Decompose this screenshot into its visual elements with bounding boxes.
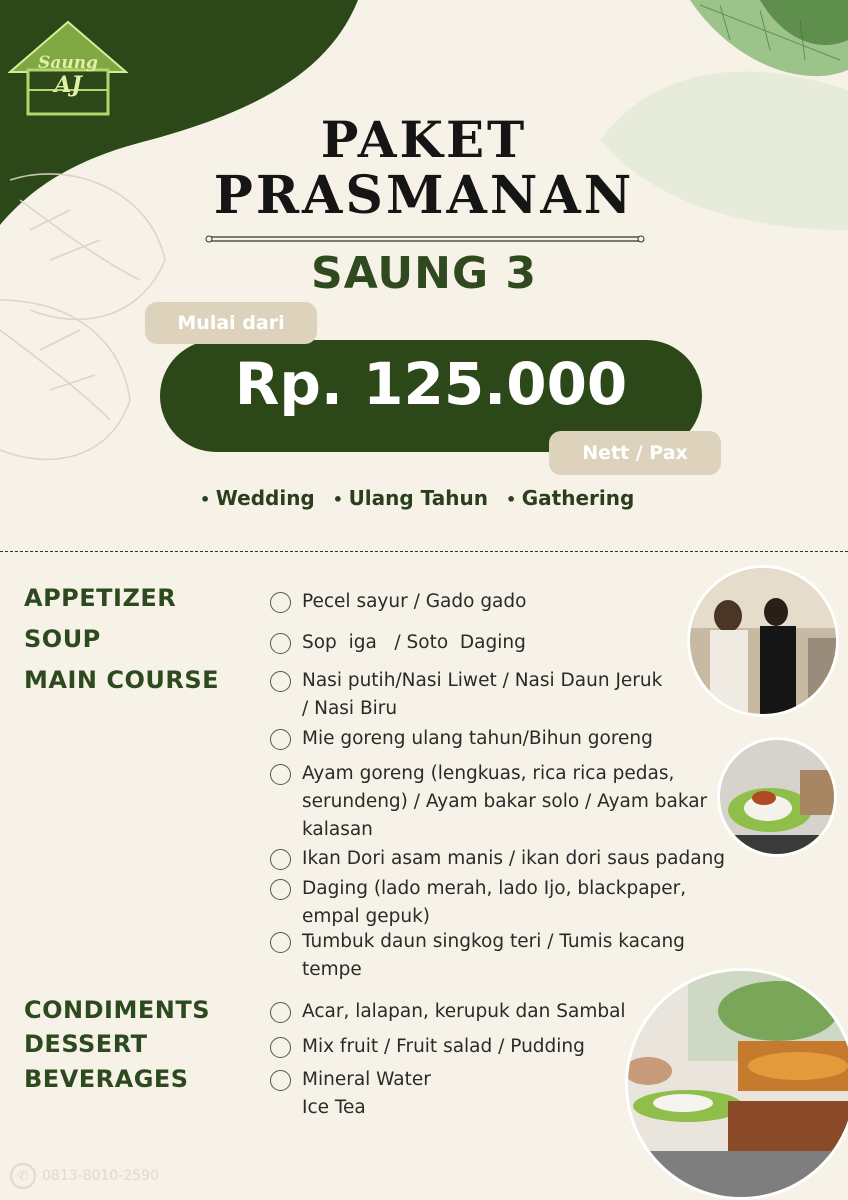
menu-item-beef: Daging (lado merah, lado Ijo, blackpaper, empal gepuk) [270,875,686,931]
checkbox-circle-icon [270,592,291,613]
footer-contact [10,1163,159,1189]
checkbox-circle-icon [270,1037,291,1058]
checkbox-circle-icon [270,1070,291,1091]
event-photo [687,565,839,717]
checkbox-circle-icon [270,671,291,692]
checkbox-circle-icon [270,633,291,654]
price-prefix-badge: Mulai dari [145,302,317,344]
title-line-1: PAKET [320,110,528,169]
menu-item-dessert: Mix fruit / Fruit salad / Pudding [270,1033,585,1061]
menu-item-condiments: Acar, lalapan, kerupuk dan Sambal [270,998,626,1026]
category-soup: SOUP [24,625,101,653]
checkbox-circle-icon [270,1002,291,1023]
checkbox-circle-icon [270,879,291,900]
section-divider [0,551,848,552]
phone-icon: ✆ [10,1163,36,1189]
checkbox-circle-icon [270,729,291,750]
menu-item-soup: Sop iga / Soto Daging [270,629,526,657]
saung-aj-logo [8,20,128,120]
category-condiments: CONDIMENTS [24,996,210,1024]
price-suffix-badge: Nett / Pax [549,431,721,475]
checkbox-circle-icon [270,764,291,785]
menu-item-beverages: Mineral Water Ice Tea [270,1066,431,1122]
package-name: SAUNG 3 [311,248,537,299]
event-types [200,486,634,510]
menu-item-rice: Nasi putih/Nasi Liwet / Nasi Daun Jeruk / Nasi Biru [270,667,662,723]
menu-item-appetizer: Pecel sayur / Gado gado [270,588,526,616]
category-dessert: DESSERT [24,1030,148,1058]
phone-number[interactable]: 0813-8010-2590 [42,1168,159,1184]
logo-line-2: AJ [54,72,82,98]
menu-item-noodles: Mie goreng ulang tahun/Bihun goreng [270,725,653,753]
event-ulang-tahun: • Ulang Tahun [333,486,488,510]
price-amount: Rp. 125.000 [234,350,628,418]
title-divider [205,233,645,245]
checkbox-circle-icon [270,849,291,870]
checkbox-circle-icon [270,932,291,953]
menu-item-chicken: Ayam goreng (lengkuas, rica rica pedas, serundeng) / Ayam bakar solo / Ayam bakar kalasan [270,760,707,844]
food-photo [717,737,837,857]
logo-line-1: Saung [38,53,98,73]
category-main-course: MAIN COURSE [24,666,219,694]
menu-item-fish: Ikan Dori asam manis / ikan dori saus padang [270,845,725,873]
buffet-photo [625,968,848,1200]
category-beverages: BEVERAGES [24,1065,189,1093]
title-line-2: PRASMANAN [213,165,635,226]
menu-item-vegetables: Tumbuk daun singkog teri / Tumis kacang tempe [270,928,685,984]
category-appetizer: APPETIZER [24,584,177,612]
event-wedding: • Wedding [200,486,315,510]
event-gathering: • Gathering [506,486,634,510]
